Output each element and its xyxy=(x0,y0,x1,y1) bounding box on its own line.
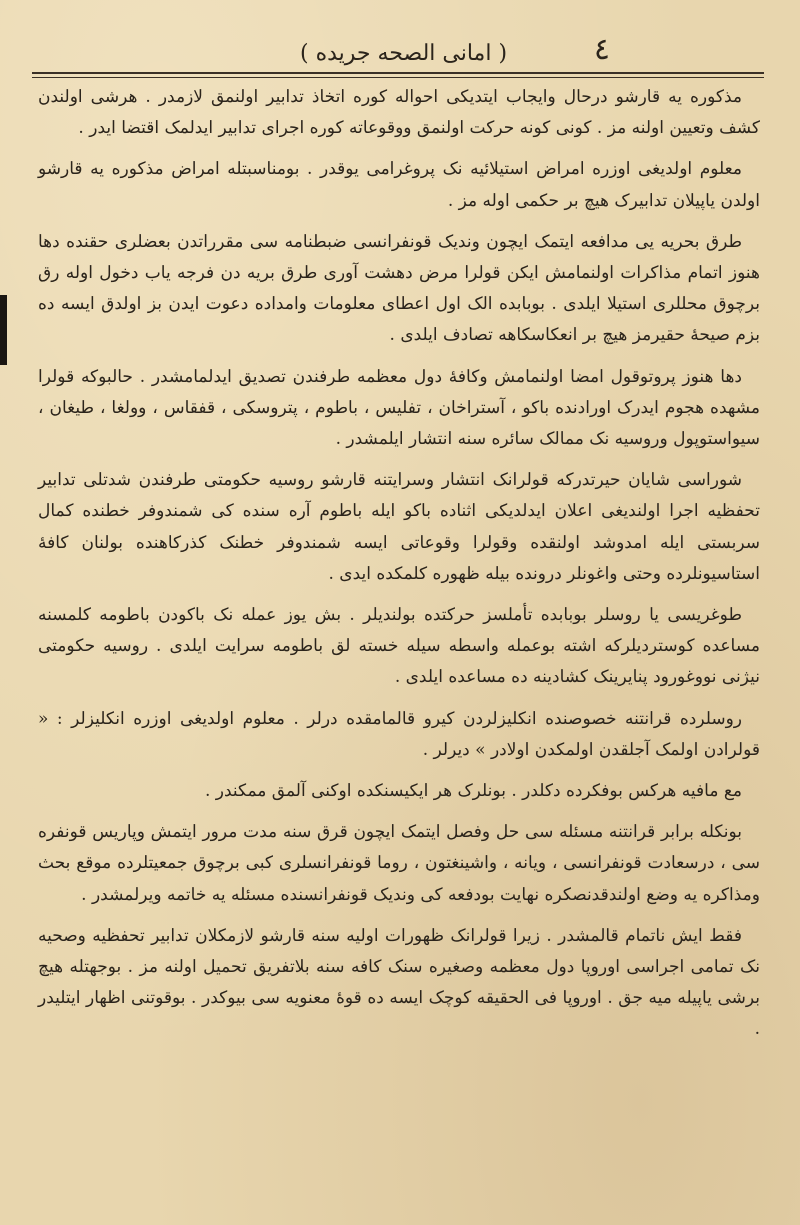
article-body xyxy=(38,82,760,1056)
header-rule xyxy=(32,72,764,74)
paragraph: مع مافیه هرکس بوفکرده دکلدر . بونلرک هر ایکیسنکده اوکنی آلمق ممکندر . xyxy=(204,781,742,802)
paragraph: بونکله برابر قرانتنه مسئله سی حل وفصل ایتمک ایچون قرق سنه مدت مرور ایتمش وپاریس قونفره سی ، درسعادت قونفرانسی ، ویانه ، واشینغتون ، روما قونفرانسلری کبی برچوق جمعیتلرده موقع بحث ومذاکره یه وضع اولندقدنصکره نهایت بودفعه کی وندیک قونفرانسنده مسئله یه خاتمه ویرلمشدر . xyxy=(38,822,760,905)
paragraph: طوغریسی یا روسلر بوبابده تأملسز حرکتده بولندیلر . بش یوز عمله نک باکودن باطومه کلمسنه مساعده کوستردیلرکه اشته بوعمله واسطه سیله خسته لق باطومه سرایت ایلدی . روسیه حکومتی نیژنی نووغورود پنایرینک کشادینه ده مساعده ایلدی . xyxy=(38,605,760,688)
page-header xyxy=(40,32,760,72)
paragraph: روسلرده قرانتنه خصوصنده انکلیزلردن کیرو قالمامقده درلر . معلوم اولدیغی اوزره انکلیزلر : « قولرادن اولمک آجلقدن اولمکدن اولادر » دیرلر . xyxy=(38,708,760,760)
paragraph: معلوم اولدیغی اوزره امراض استیلائیه نک پروغرامی یوقدر . بومناسبتله امراض مذکوره یه قارشو اولدن یاپیلان تدابیرک هیچ بر حکمی اوله مز . xyxy=(38,159,760,211)
paragraph: فقط ایش ناتمام قالمشدر . زیرا قولرانک ظهورات اولیه سنه قارشو لازمکلان تدابیر تحفظیه وصحیه نک تمامی اجراسی اوروپا دول معظمه وصغیره سنک کافه سنه بلاتفریق تحمیل اولنه مز . بوجهتله هیچ برشی یاپیله میه جق . اوروپا فی الحقیقه کوچک ایسه ده قوهٔ معنویه سی بیوکدر . بوقوتنی اظهار ایتلیدر . xyxy=(38,925,760,1040)
running-title: ( امانی الصحه جریده ) xyxy=(300,41,508,66)
paragraph: شوراسی شایان حیرتدرکه قولرانک انتشار وسرایتنه قارشو روسیه حکومتی طرفندن شدتلی تدابیر تحفظیه اجرا اولندیغی اعلان ایدلدیکی اثناده باکو ایله باطوم آره سنده کی شمندوفر خطنده کمال سربستی ایله امدوشد اولنقده وقولرا وقوعاتی ایسه شمندوفر خطنک کذرکاهنده بولنان کافهٔ استاسیونلرده وحتی واغونلر درونده بیله ظهوره کلمکده ایدی . xyxy=(38,470,760,584)
page-number: ٤ xyxy=(593,32,610,67)
paragraph: مذکوره یه قارشو درحال وایجاب ایتدیکی احواله کوره اتخاذ تدابیر اولنمق لازمدر . هرشی اولندن کشف وتعیین اولنه مز . کونی کونه حرکت اولنمق ووقوعاته کوره اجرای تدابیر ایدلمک اقتضا ایدر . xyxy=(38,87,760,139)
binding-edge-mark xyxy=(0,295,7,365)
paragraph: طرق بحریه یی مدافعه ایتمک ایچون وندیک قونفرانسی ضبطنامه سی مقرراتدن بعضلری حقنده دها هنوز اتمام مذاکرات اولنمامش ایکن قولرا مرض دهشت آوری طرق بریه دن فرجه یاب دخول اوله رق برچوق محللری استیلا ایلدی . بوبابده الک اول اعطای معلومات وامداده دعوت ایدن بز اولدق ایسه ده بزم صیحهٔ حقیرمز هیچ بر انعکاسکاهه تصادف ایلدی . xyxy=(38,231,760,346)
header-rule-thin xyxy=(32,77,764,78)
paragraph: دها هنوز پروتوقول امضا اولنمامش وکافهٔ دول معظمه طرفندن تصدیق ایدلمامشدر . حالبوکه قولرا مشهده هجوم ایدرک اورادنده باکو ، آستراخان ، تفلیس ، باطوم ، پتروسکی ، قفقاس ، وولغا ، طیغان ، سیواستوپول وروسیه نک ممالک سائره سنه انتشار ایلمشدر . xyxy=(38,366,760,450)
